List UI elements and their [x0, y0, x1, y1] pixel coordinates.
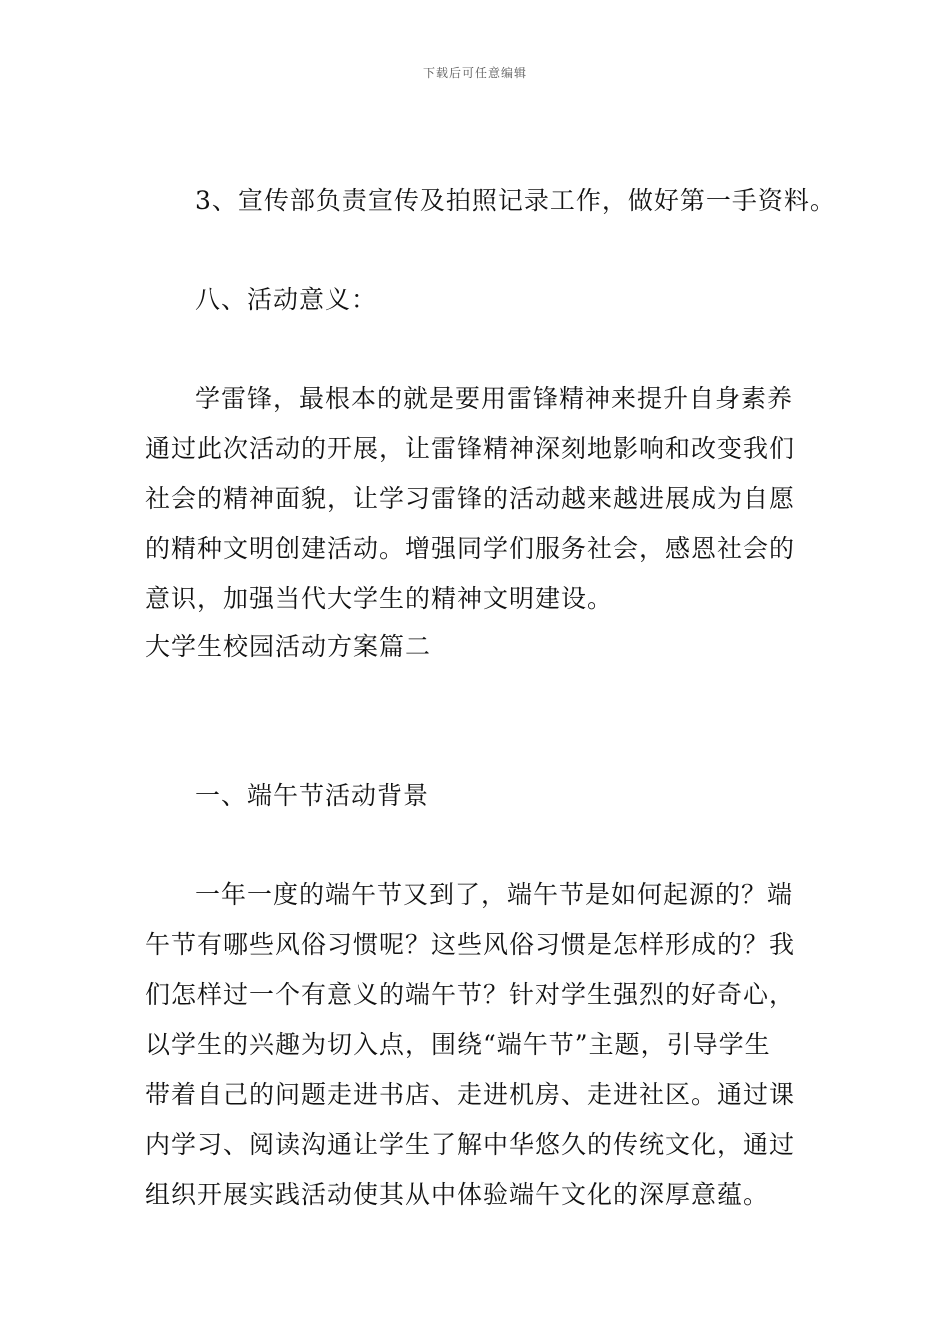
paragraph-line: 社会的精神面貌，让学习雷锋的活动越来越进展成为自愿	[145, 484, 796, 513]
section-title: 大学生校园活动方案篇二	[145, 632, 432, 661]
paragraph-line: 以学生的兴趣为切入点，围绕“端午节”主题，引导学生	[145, 1030, 771, 1059]
paragraph-line: 午节有哪些风俗习惯呢？这些风俗习惯是怎样形成的？我	[145, 930, 796, 959]
item-3-text: 3、宣传部负责宣传及拍照记录工作，做好第一手资料。	[195, 186, 836, 215]
heading-dragon-boat-background: 一、端午节活动背景	[195, 781, 430, 810]
heading-activity-significance: 八、活动意义：	[195, 285, 378, 314]
paragraph-line: 通过此次活动的开展，让雷锋精神深刻地影响和改变我们	[145, 434, 796, 463]
paragraph-line: 组织开展实践活动使其从中体验端午文化的深厚意蕴。	[145, 1180, 770, 1209]
paragraph-line: 的精种文明创建活动。增强同学们服务社会，感恩社会的	[145, 534, 796, 563]
paragraph-line: 内学习、阅读沟通让学生了解中华悠久的传统文化，通过	[145, 1130, 796, 1159]
paragraph-line: 们怎样过一个有意义的端午节？针对学生强烈的好奇心，	[145, 980, 796, 1009]
header-note: 下载后可任意编辑	[422, 66, 527, 80]
paragraph-line: 带着自己的问题走进书店、走进机房、走进社区。通过课	[145, 1080, 796, 1109]
paragraph-line: 一年一度的端午节又到了，端午节是如何起源的？端	[195, 880, 794, 909]
paragraph-line: 学雷锋，最根本的就是要用雷锋精神来提升自身素养	[195, 384, 794, 413]
paragraph-line: 意识，加强当代大学生的精神文明建设。	[145, 584, 614, 613]
